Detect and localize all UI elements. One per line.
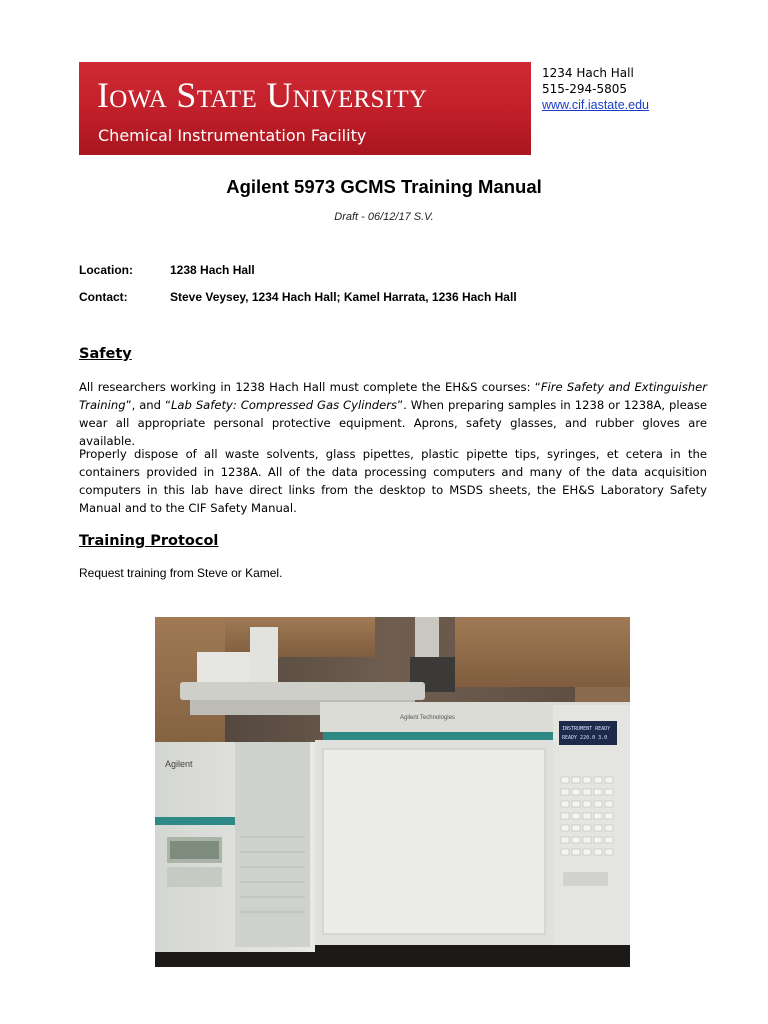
training-heading: Training Protocol bbox=[79, 533, 219, 549]
course-name: Fire Safety and Extinguisher Training bbox=[79, 380, 707, 412]
gcms-instrument-photo bbox=[155, 617, 630, 967]
text-run: ”, and “ bbox=[125, 398, 171, 412]
contact-label: Contact: bbox=[79, 290, 128, 304]
contact-row bbox=[79, 290, 517, 304]
contact-value: Steve Veysey, 1234 Hach Hall; Kamel Harrata, 1236 Hach Hall bbox=[170, 290, 517, 304]
safety-paragraph-1 bbox=[79, 378, 707, 450]
phone-number: 515-294-5805 bbox=[542, 82, 628, 96]
location-row bbox=[79, 263, 255, 277]
safety-heading: Safety bbox=[79, 346, 132, 362]
website-link[interactable]: www.cif.iastate.edu bbox=[542, 98, 649, 112]
university-name: Iowa State University bbox=[97, 75, 428, 115]
location-value: 1238 Hach Hall bbox=[170, 263, 255, 277]
facility-name: Chemical Instrumentation Facility bbox=[98, 126, 367, 145]
contact-address-block bbox=[542, 65, 649, 113]
draft-note: Draft - 06/12/17 S.V. bbox=[334, 211, 434, 223]
training-text: Request training from Steve or Kamel. bbox=[79, 566, 283, 580]
display-line-2: READY 220.0 3.0 bbox=[562, 735, 608, 741]
text-run: All researchers working in 1238 Hach Hall must complete the EH&S courses: “ bbox=[79, 380, 541, 394]
display-line-1: INSTRUMENT READY bbox=[562, 726, 611, 732]
location-label: Location: bbox=[79, 263, 133, 277]
address-line: 1234 Hach Hall bbox=[542, 66, 634, 80]
ms-brand-label: Agilent bbox=[165, 759, 193, 769]
safety-paragraph-2: Properly dispose of all waste solvents, glass pipettes, plastic pipette tips, syringes, et cetera in the containers provided in 1238A. All of the data processing computers and many of the data acquisition computers in this lab have direct links from the desktop to MSDS sheets, the EH&S Laboratory Safety Manual and to the CIF Safety Manual. bbox=[79, 447, 707, 515]
university-logo-banner bbox=[79, 62, 531, 155]
gc-brand-label: Agilent Technologies bbox=[400, 715, 455, 721]
text-run: ”. When preparing samples in 1238 or 1238A, please wear all appropriate personal protective equipment. Aprons, safety glasses, and rubber gloves are available. bbox=[79, 398, 707, 448]
course-name: Lab Safety: Compressed Gas Cylinders bbox=[170, 398, 398, 412]
document-title: Agilent 5973 GCMS Training Manual bbox=[226, 176, 542, 197]
